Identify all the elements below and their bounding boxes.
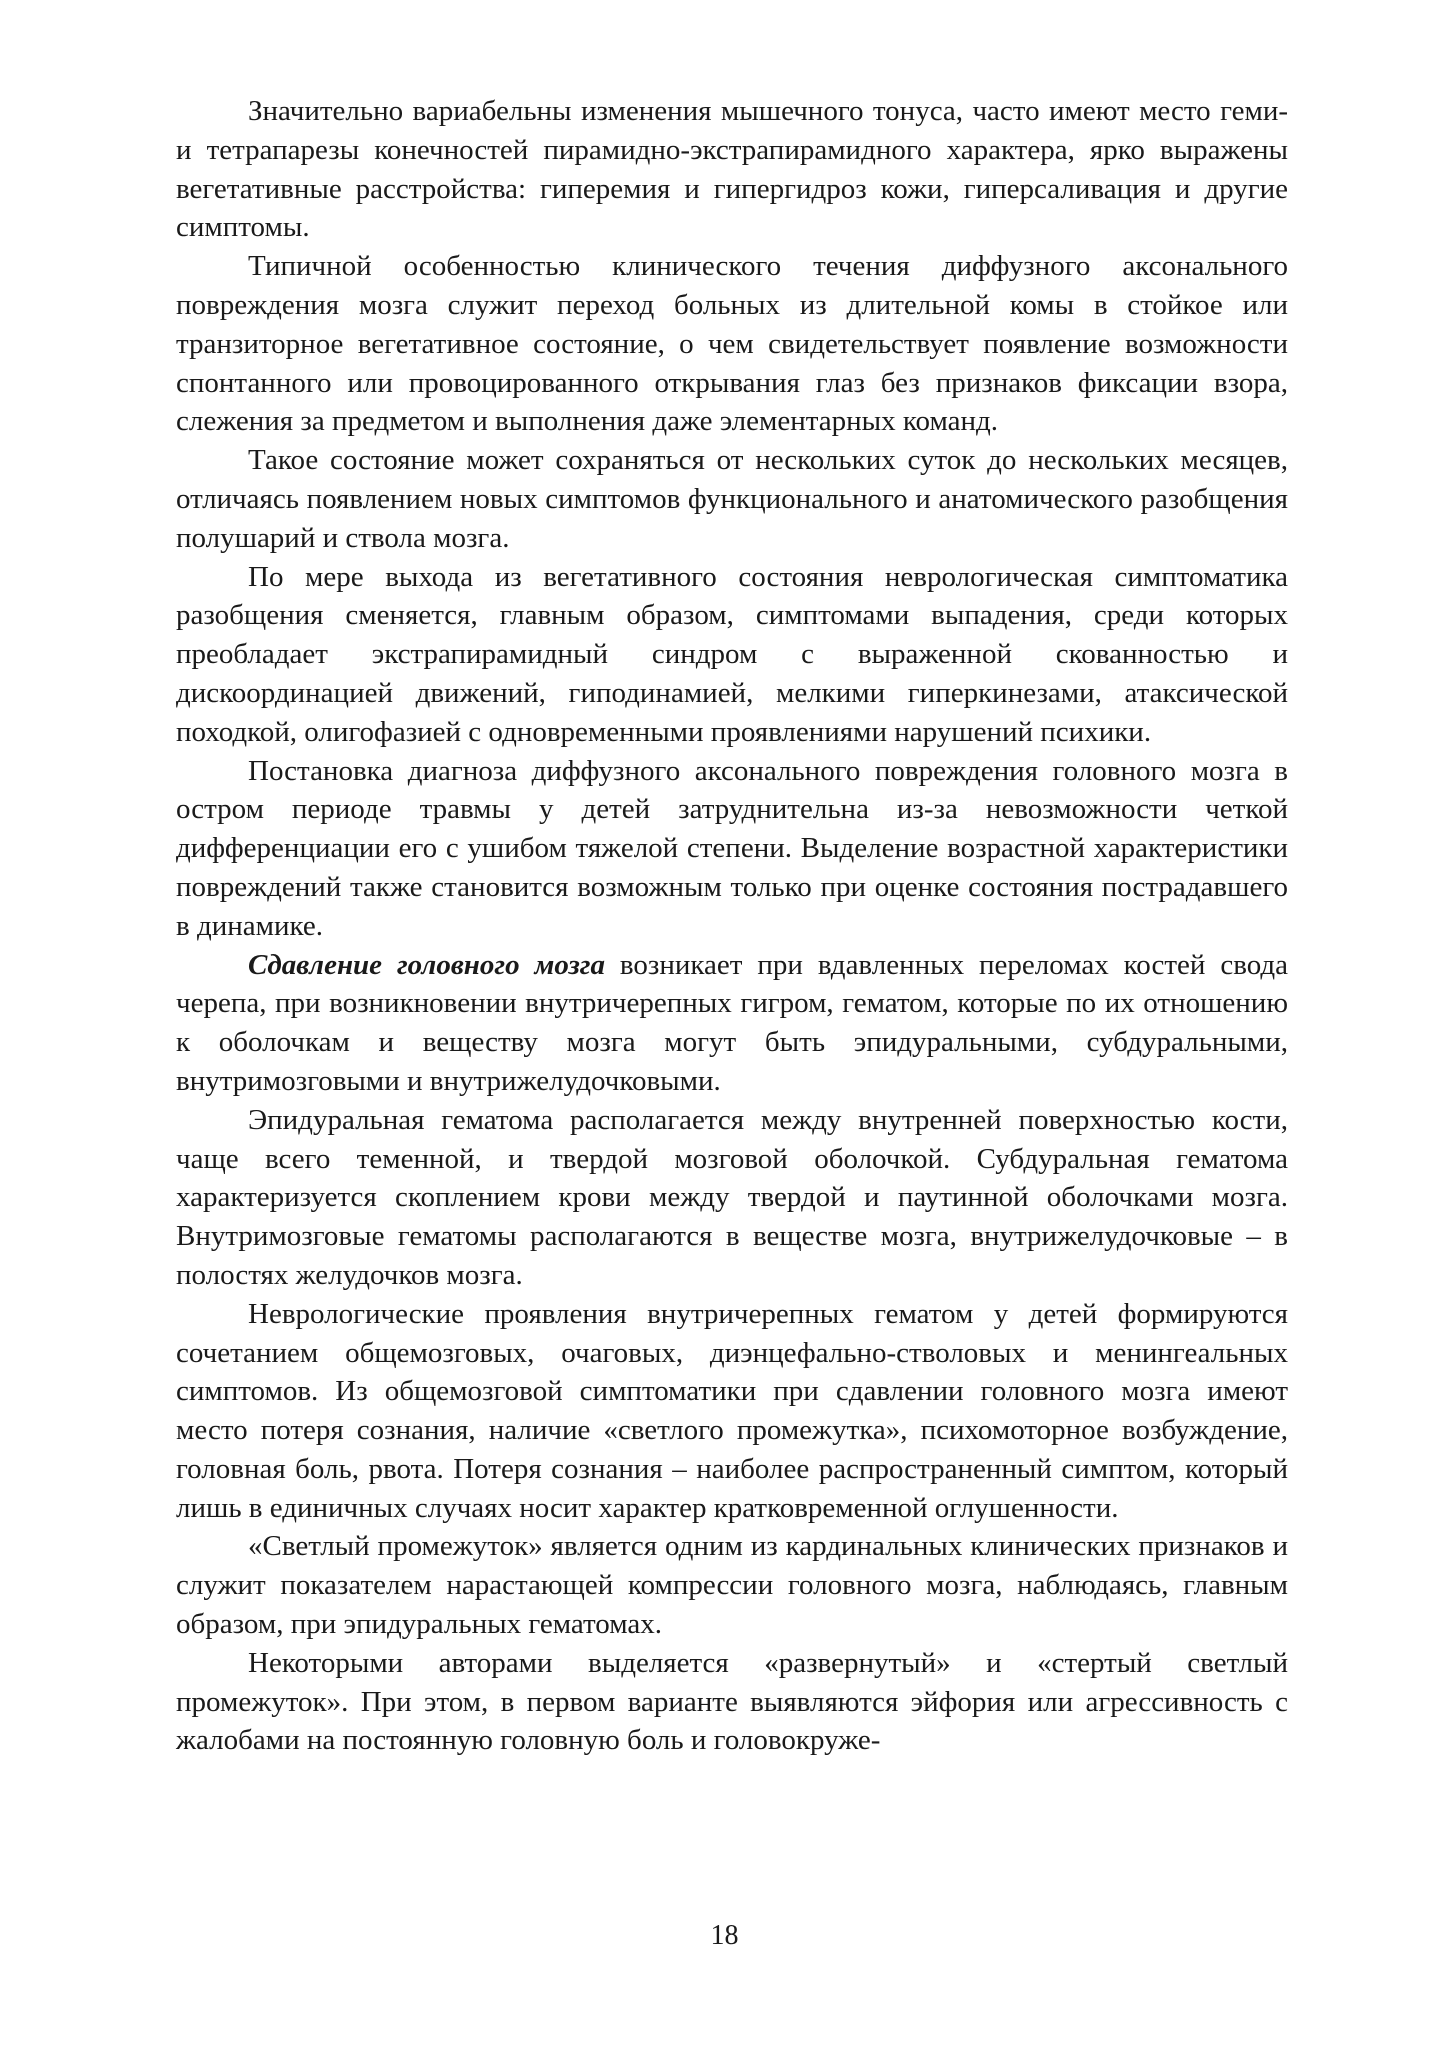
paragraph-text: Эпидуральная гематома располагается между внутренней поверхностью кости, чаще всего теменной, и твердой мозговой оболочкой. Субдуральная гематома характеризуется скоплением крови между твердой и паутинной оболочками мозга. Внутримозговые гематомы располагаются в веществе мозга, внутрижелудочковые – в полостях желудочков мозга. <box>176 1103 1288 1291</box>
paragraph-9 <box>176 1527 1288 1643</box>
paragraph-text: возникает при вдавленных переломах костей свода черепа, при возникновении внутричерепных гигром, гематом, которые по их отношению к оболочкам и веществу мозга могут быть эпидуральными, субдуральными, внутримозговыми и внутрижелудочковыми. <box>176 948 1288 1097</box>
paragraph-text: Неврологические проявления внутричерепных гематом у детей формируются сочетанием общемозговых, очаговых, диэнцефально-стволовых и менингеальных симптомов. Из общемозговой симптоматики при сдавлении головного мозга имеют место потеря сознания, наличие «светлого промежутка», психомоторное возбуждение, головная боль, рвота. Потеря сознания – наиболее распространенный симптом, который лишь в единичных случаях носит характер кратковременной оглушенности. <box>176 1297 1288 1524</box>
body-text <box>176 92 1288 1760</box>
paragraph-3 <box>176 441 1288 557</box>
paragraph-text: Значительно вариабельны изменения мышечного тонуса, часто имеют место геми- и тетрапарезы конечностей пирамидно-экстрапирамидного характера, ярко выражены вегетативные расстройства: гиперемия и гипергидроз кожи, гиперсаливация и другие симптомы. <box>176 95 1288 244</box>
paragraph-text: По мере выхода из вегетативного состояния неврологическая симптоматика разобщения сменяется, главным образом, симптомами выпадения, среди которых преобладает экстрапирамидный синдром с выраженной скованностью и дискоординацией движений, гиподинамией, мелкими гиперкинезами, атаксической походкой, олигофазией с одновременными проявлениями нарушений психики. <box>176 560 1288 748</box>
paragraph-8 <box>176 1295 1288 1528</box>
paragraph-6 <box>176 946 1288 1101</box>
paragraph-10 <box>176 1644 1288 1760</box>
page-number: 18 <box>710 1920 739 1951</box>
paragraph-text: «Светлый промежуток» является одним из кардинальных клинических признаков и служит показателем нарастающей компрессии головного мозга, наблюдаясь, главным образом, при эпидуральных гематомах. <box>176 1530 1288 1641</box>
paragraph-text: Такое состояние может сохраняться от нескольких суток до нескольких месяцев, отличаясь появлением новых симптомов функционального и анатомического разобщения полушарий и ствола мозга. <box>176 444 1288 554</box>
paragraph-1 <box>176 92 1288 247</box>
paragraph-5 <box>176 752 1288 946</box>
paragraph-text: Некоторыми авторами выделяется «развернутый» и «стертый светлый промежуток». При этом, в первом варианте выявляются эйфория или агрессивность с жалобами на постоянную головную боль и головокруже- <box>176 1646 1288 1757</box>
paragraph-text: Типичной особенностью клинического течения диффузного аксонального повреждения мозга служит переход больных из длительной комы в стойкое или транзиторное вегетативное состояние, о чем свидетельствует появление возможности спонтанного или провоцированного открывания глаз без признаков фиксации взора, слежения за предметом и выполнения даже элементарных команд. <box>176 250 1288 438</box>
paragraph-2 <box>176 247 1288 441</box>
defined-term: Сдавление головного мозга <box>248 948 605 981</box>
paragraph-7 <box>176 1101 1288 1295</box>
paragraph-text: Постановка диагноза диффузного аксонального повреждения головного мозга в остром периоде травмы у детей затруднительна из-за невозможности четкой дифференциации его с ушибом тяжелой степени. Выделение возрастной характеристики повреждений также становится возможным только при оценке состояния пострадавшего в динамике. <box>176 754 1288 942</box>
paragraph-4 <box>176 558 1288 752</box>
